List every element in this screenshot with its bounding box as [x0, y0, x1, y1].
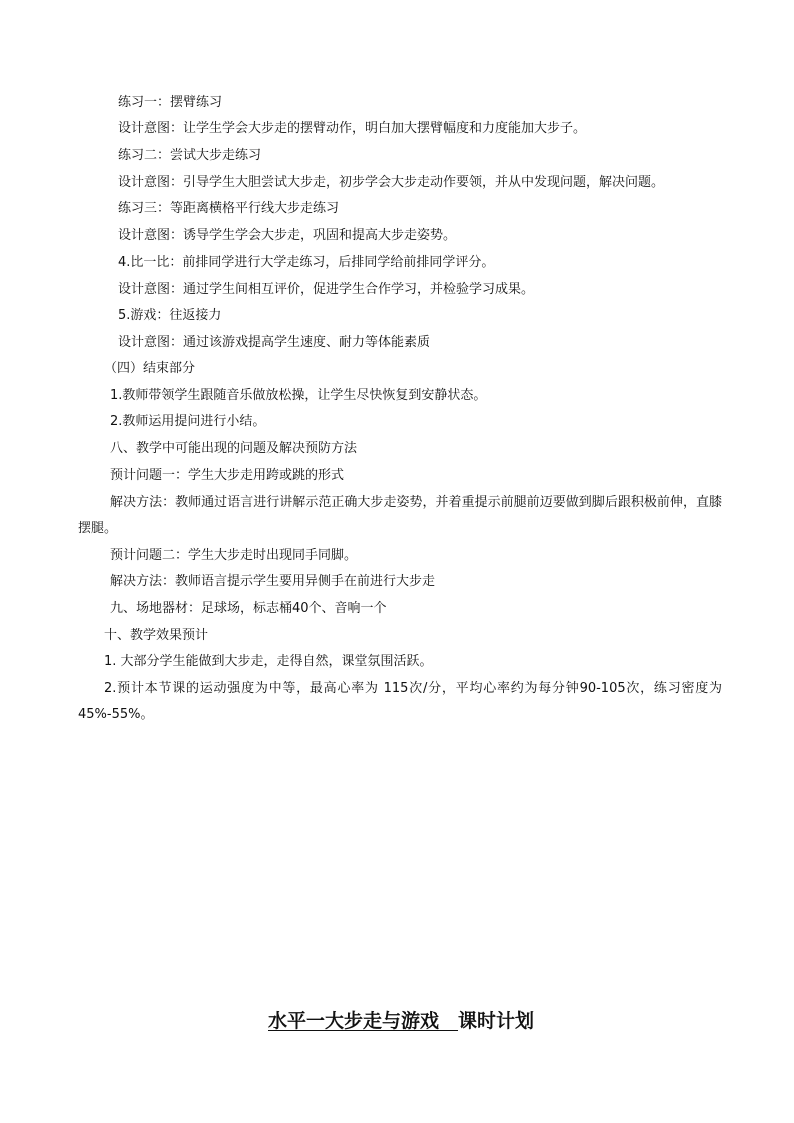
problems-section-heading: 八、教学中可能出现的问题及解决预防方法 [110, 441, 358, 456]
game-activity: 5.游戏：往返接力 [118, 308, 222, 323]
compare-activity: 4.比一比：前排同学进行大学走练习，后排同学给前排同学评分。 [118, 255, 495, 270]
title-underlined-part: 水平一大步走与游戏 [268, 1010, 440, 1032]
exercise-one-heading: 练习一：摆臂练习 [118, 95, 223, 110]
ending-step-two: 2.教师运用提问进行小结。 [110, 414, 266, 429]
expected-problem-two: 预计问题二：学生大步走时出现同手同脚。 [110, 548, 358, 563]
ending-section-heading: （四）结束部分 [104, 361, 196, 376]
effect-item-one: 1. 大部分学生能做到大步走，走得自然，课堂氛围活跃。 [104, 654, 433, 669]
design-intent-compare: 设计意图：通过学生间相互评价，促进学生合作学习，并检验学习成果。 [118, 282, 535, 297]
exercise-three-heading: 练习三：等距离横格平行线大步走练习 [118, 201, 340, 216]
exercise-two-heading: 练习二：尝试大步走练习 [118, 148, 262, 163]
solution-one: 解决方法：教师通过语言进行讲解示范正确大步走姿势，并着重提示前腿前迈要做到脚后跟积极前伸，直膝摆腿。 [78, 495, 722, 536]
design-intent-two: 设计意图：引导学生大胆尝试大步走，初步学会大步走动作要领，并从中发现问题，解决问题。 [118, 175, 665, 190]
equipment-section: 九、场地器材：足球场，标志桶40个、音响一个 [110, 601, 387, 616]
solution-two: 解决方法：教师语言提示学生要用异侧手在前进行大步走 [110, 574, 436, 589]
ending-step-one: 1.教师带领学生跟随音乐做放松操，让学生尽快恢复到安静状态。 [110, 388, 487, 403]
lesson-plan-title [268, 1008, 534, 1034]
title-rest: 课时计划 [458, 1010, 535, 1032]
design-intent-three: 设计意图：诱导学生学会大步走，巩固和提高大步走姿势。 [118, 228, 457, 243]
expected-problem-one: 预计问题一：学生大步走用跨或跳的形式 [110, 468, 345, 483]
effect-section-heading: 十、教学效果预计 [104, 628, 209, 643]
design-intent-one: 设计意图：让学生学会大步走的摆臂动作，明白加大摆臂幅度和力度能加大步子。 [118, 121, 587, 136]
design-intent-game: 设计意图：通过该游戏提高学生速度、耐力等体能素质 [118, 335, 431, 350]
effect-item-two: 2.预计本节课的运动强度为中等，最高心率为 115次/分，平均心率约为每分钟90-105次，练习密度为45%-55%。 [78, 681, 722, 722]
